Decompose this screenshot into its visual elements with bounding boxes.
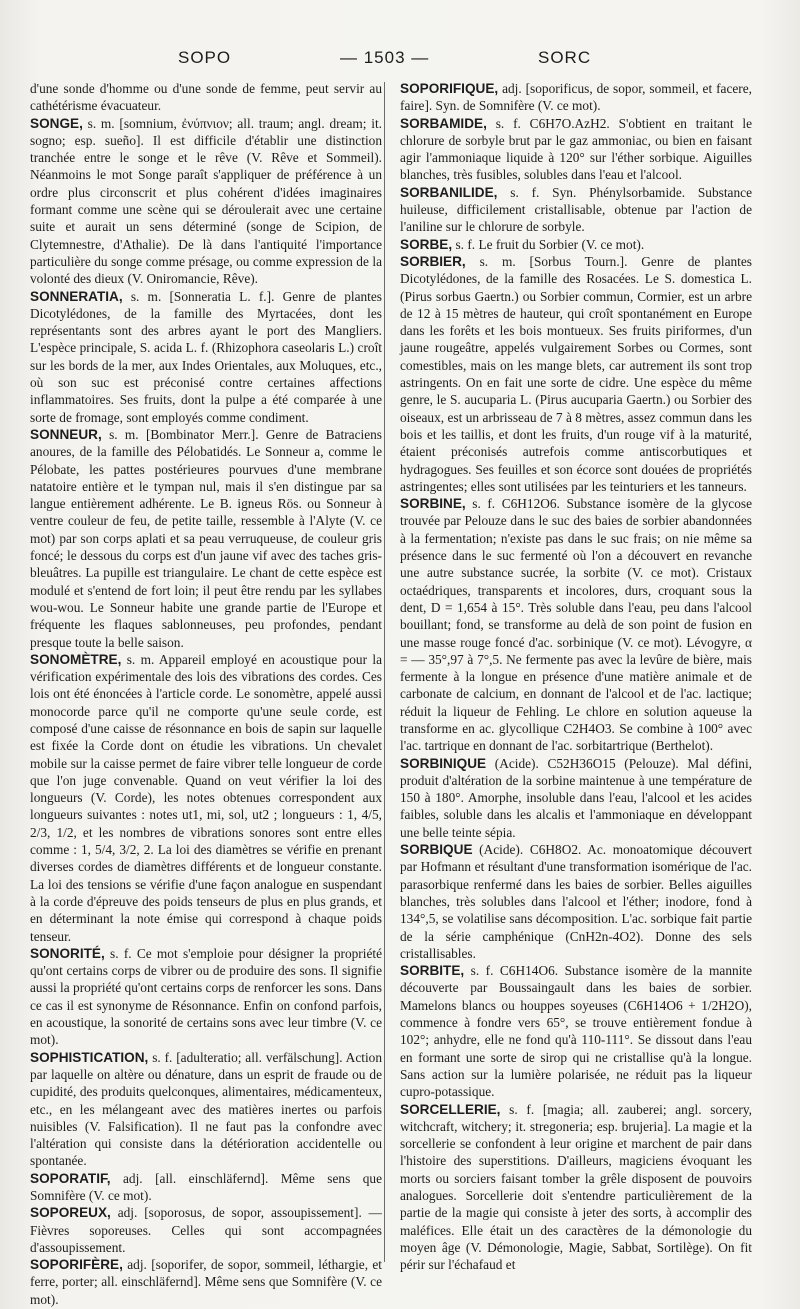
entry-text: s. m. [Sorbus Tourn.]. Genre de plantes Dicotylédones, de la famille des Rosacées. Le S. domestica L. (Pirus sorbus Gaertn.) ou Sorbier commun, Cormier, est un arbre de 12 à 15 mètres de hauteur, qui croît spontanément en Europe dans les forêts et les bois montueux. Ses fruits piriformes, d'un jaune rougeâtre, appelés vulgairement Sorbes ou Cormes, sont comestibles, mais on les mange blets, car autrement ils sont trop astringents. On en fait une sorte de cidre. Une espèce du même genre, le S. aucuparia L. (Pirus aucuparia Gaertn.) ou Sorbier des oiseaux, est un arbrisseau de 7 à 8 mètres, assez commun dans les bois et les taillis, et dont les fruits, d'un rouge vif à la maturité, étaient préconisés autrefois comme antiscorbutiques et hydragogues. Ses feuilles et son écorce sont douées de propriétés astringentes; elles sont utilisées par les teinturiers et les tanneurs.	[400, 253, 752, 494]
entry-text: s. f. Syn. Phénylsorbamide. Substance huileuse, difficilement cristallisable, obtenue par l'action de l'aniline sur le chlorure de sorbyle.	[400, 184, 752, 235]
entry-text: s. f. C6H12O6. Substance isomère de la glycose trouvée par Pelouze dans le suc des baies de sorbier abandonnées à la fermentation; n'existe pas dans le suc frais; on nie même sa présence dans le suc fermenté où l'on a découvert en revanche une autre substance sucrée, la sorbite (V. ce mot). Cristaux octaédriques, transparents et incolores, durs, croquant sous la dent, D = 1,654 à 15°. Très soluble dans l'eau, peu dans l'alcool bouillant; fond, se transforme au delà de son point de fusion en une masse rouge foncé d'ac. sorbinique (V. ce mot). Lévogyre, α = — 35°,97 à 7°,5. Ne fermente pas avec la levûre de bière, mais fermente à la longue en présence d'une matière animale et de carbonate de calcium, en donnant de l'alcool et de l'ac. lactique; réduit la liqueur de Fehling. Le chlore en solution aqueuse la transforme en ac. glycollique C2H4O3. Se combine à 100° avec l'ac. tartrique en donnant de l'ac. sorbitartrique (Berthelot).	[400, 496, 752, 754]
dictionary-entry-songe	[30, 115, 382, 288]
dictionary-entry-soporeux	[30, 1204, 382, 1256]
entry-headword: SORBIQUE	[400, 842, 473, 858]
entry-text: s. f. C6H7O.AzH2. S'obtient en traitant le chlorure de sorbyle brut par le gaz ammoniac, ou bien en faisant agir l'ammoniaque liquide à 120° sur l'éther sorbique. Aiguilles blanches, très fusibles, solubles dans l'eau et l'alcool.	[400, 115, 752, 183]
left-column	[30, 80, 382, 1307]
dictionary-entry-soporifere	[30, 1256, 382, 1308]
entry-headword: SOPHISTICATION,	[30, 1049, 149, 1065]
running-head	[0, 48, 800, 76]
entry-text: s. m. [Bombinator Merr.]. Genre de Batraciens anoures, de la famille des Pélobatidés. Le Sonneur a, comme le Pélobate, les pattes postérieures pourvues d'une membrane natatoire entière et le tympan nul, mais il s'en distingue par sa langue entièrement adhérente. Le B. igneus Rös. ou Sonneur à ventre couleur de feu, de petite taille, ressemble à l'Alyte (V. ce mot) par son corps aplati et sa peau verruqueuse, de couleur gris foncé; le dessous du corps est d'un jaune vif avec des taches gris-bleuâtres. La pupille est triangulaire. Le chant de cette espèce est modulé et s'entend de fort loin; il peut être rendu par les syllabes wou-wou. Le Sonneur habite une grande partie de l'Europe et fréquente les flaques sablonneuses, peu profondes, pendant presque toute la belle saison.	[30, 426, 382, 650]
entry-headword: SOPOREUX,	[30, 1205, 111, 1221]
entry-headword: SORCELLERIE,	[400, 1101, 501, 1117]
dictionary-entry-sonometre	[30, 651, 382, 945]
right-column	[400, 80, 752, 1280]
dictionary-entry-sorbe	[400, 236, 752, 253]
header-left-word: SOPO	[178, 48, 232, 67]
entry-headword: SORBIER,	[400, 253, 466, 269]
entry-headword: SOPORIFIQUE,	[400, 81, 499, 96]
entry-headword: SONGE,	[30, 115, 83, 131]
entry-headword: SORBANILIDE,	[400, 184, 498, 200]
header-right-word: SORC	[538, 48, 592, 67]
dictionary-entry-sorbique	[400, 841, 752, 962]
entry-headword: SONNEUR,	[30, 426, 102, 442]
dictionary-entry-sonneur	[30, 426, 382, 651]
dictionary-entry-sophistication	[30, 1049, 382, 1170]
entry-headword: SORBITE,	[400, 963, 465, 979]
entry-headword: SONNERATIA,	[30, 288, 123, 304]
entry-headword: SOPORIFÈRE,	[30, 1257, 123, 1273]
entry-headword: SOPORATIF,	[30, 1170, 111, 1186]
entry-text: s. f. [magia; all. zauberei; angl. sorcery, witchcraft, witchery; it. stregoneria; esp. brujeria]. La magie et la sorcellerie se confondent à leur origine et marchent de pair dans l'histoire des superstitions. D'ailleurs, magiciens évoquant les morts ou sorciers faisant tomber la grêle disposent de pouvoirs analogues. Sorcellerie doit s'entendre particulièrement de la partie de la magie qui consiste à jeter des sorts, à accomplir des maléfices. Elle était un des caractères de la démonologie du moyen âge (V. Démonologie, Magie, Sabbat, Sortilège). On fit périr sur l'échafaud et	[400, 1101, 752, 1273]
entry-text: adj. [soporifer, de sopor, sommeil, léthargie, et ferre, porter; all. einschläfernd]. Même sens que Somnifère (V. ce mot).	[30, 1257, 382, 1307]
dictionary-entry-sorbanilide	[400, 184, 752, 236]
entry-headword: SONOMÈTRE,	[30, 651, 122, 667]
entry-text: adj. [soporificus, de sopor, sommeil, et facere, faire]. Syn. de Somnifère (V. ce mot).	[400, 81, 752, 114]
entry-text: s. f. Ce mot s'emploie pour désigner la propriété qu'ont certains corps de vibrer ou de produire des sons. Il signifie aussi la propriété qu'ont certains corps de renforcer les sons. Dans ce cas il est synonyme de Résonnance. Enfin on confond parfois, en acoustique, la sonorité de certains sons avec leur timbre (V. ce mot).	[30, 945, 382, 1048]
entry-text: s. f. [adulteratio; all. verfälschung]. Action par laquelle on altère ou dénature, dans un esprit de fraude ou de cupidité, des produits quelconques, alimentaires, médicamenteux, etc., en les mélangeant avec des matières inertes ou parfois nuisibles (V. Falsification). Il ne faut pas la confondre avec l'altération qui consiste dans la détérioration accidentelle ou spontanée.	[30, 1049, 382, 1169]
entry-text: s. f. Le fruit du Sorbier (V. ce mot).	[452, 236, 645, 252]
dictionary-entry-soporatif	[30, 1170, 382, 1205]
entry-headword: SONORITÉ,	[30, 945, 105, 961]
entry-text: (Acide). C6H8O2. Ac. monoatomique découvert par Hofmann et résultant d'une transformation isomérique de l'ac. parasorbique renfermé dans les baies de sorbier. Belles aiguilles blanches, très solubles dans l'alcool et l'éther; inodore, fond à 134°,5, se volatilise sans décomposition. L'ac. sorbique fait partie de la série camphénique (CnH2n-4O2). Donne des sels cristallisables.	[400, 842, 752, 961]
entry-headword: SORBE,	[400, 236, 453, 252]
column-divider	[384, 82, 385, 1262]
dictionary-entry-sonneratia	[30, 288, 382, 426]
entry-text: (Acide). C52H36O15 (Pelouze). Mal défini, produit d'altération de la sorbine maintenue à une température de 150 à 180°. Amorphe, insoluble dans l'eau, l'alcool et les acides faibles, soluble dans les alcalis et l'ammoniaque en développant une belle teinte sépia.	[400, 755, 752, 840]
dictionary-entry-sorbite	[400, 962, 752, 1100]
entry-text: s. m. [somnium, ἐνύπνιον; all. traum; angl. dream; it. sogno; esp. sueño]. Il est difficile d'établir une distinction tranchée entre le songe et le rêve (V. Rêve et Sommeil). Néanmoins le mot Songe paraît s'appliquer de préférence à un ordre plus circonscrit et plus cohérent d'idées imaginaires formant comme une scène qui se déroulerait avec une certaine suite et aurait un sens déterminé (songe de Scipion, de Clytemnestre, d'Athalie). De là dans l'antiquité l'importance particulière du songe comme présage, ou comme expression de la volonté des dieux (V. Oniromancie, Rêve).	[30, 115, 382, 287]
entry-text: adj. [all. einschläfernd]. Même sens que Somnifère (V. ce mot).	[30, 1170, 382, 1203]
entry-text: adj. [soporosus, de sopor, assoupissement]. — Fièvres soporeuses. Celles qui sont accompagnées d'assoupissement.	[30, 1205, 382, 1255]
dictionary-entry-sorbinique	[400, 755, 752, 841]
entry-text: s. m. Appareil employé en acoustique pour la vérification expérimentale des lois des vibrations des cordes. Ces lois ont été énoncées à l'article corde. Le sonomètre, appelé aussi monocorde parce qu'il ne comporte qu'une seule corde, est composé d'une caisse de résonnance en bois de sapin sur laquelle est fixée la Corde dont on étudie les vibrations. Un chevalet mobile sur la caisse permet de faire vibrer telle longueur de corde que l'on juge convenable. Quand on veut vérifier la loi des longueurs (V. Corde), les notes obtenues correspondent aux longueurs suivantes : notes ut1, mi, sol, ut2 ; longueurs : 1, 4/5, 2/3, 1/2, et les nombres de vibrations sonores sont entre elles comme : 1, 5/4, 3/2, 2. La loi des diamètres se vérifie en prenant diverses cordes de diamètres différents et de longueur constante. La loi des tensions se vérifie d'une façon analogue en suspendant à la corde d'épreuve des poids tenseurs de plus en plus grands, et en déterminant la note émise qui correspond à chaque poids tenseur.	[30, 651, 382, 944]
dictionary-entry	[30, 80, 382, 115]
dictionary-entry-sorbamide	[400, 115, 752, 184]
entry-headword: SORBAMIDE,	[400, 115, 487, 131]
dictionary-entry-sorbine	[400, 495, 752, 754]
entry-text: d'une sonde d'homme ou d'une sonde de femme, peut servir au cathétérisme évacuateur.	[30, 81, 382, 114]
dictionary-entry-sonorite	[30, 945, 382, 1049]
entry-headword: SORBINE,	[400, 496, 466, 512]
dictionary-entry-sorcellerie	[400, 1101, 752, 1274]
dictionary-entry-soporifique	[400, 80, 752, 115]
dictionary-entry-sorbier	[400, 253, 752, 495]
entry-text: s. m. [Sonneratia L. f.]. Genre de plantes Dicotylédones, de la famille des Myrtacées, dont les représentants sont des arbres ayant le port des Mangliers. L'espèce principale, S. acida L. f. (Rhizophora caseolaris L.) croît sur les bords de la mer, aux Indes Orientales, aux Moluques, etc., où son suc est préconisé contre certaines affections inflammatoires. Ses fruits, dont la pulpe a été comparée à une sorte de fromage, sont employés comme condiment.	[30, 288, 382, 425]
page-number: — 1503 —	[340, 48, 430, 67]
entry-headword: SORBINIQUE	[400, 755, 487, 771]
entry-text: s. f. C6H14O6. Substance isomère de la mannite découverte par Boussaingault dans les baies de sorbier. Mamelons blancs ou houppes soyeuses (C6H14O6 + 1/2H2O), commence à fondre vers 65°, se trouve entièrement fondue à 102°; anhydre, elle ne fond qu'à 110-111°. Se dissout dans l'eau en formant une sorte de sirop qui ne cristallise qu'à la longue. Sans action sur la lumière polarisée, ne réduit pas la liqueur cupro-potassique.	[400, 963, 752, 1100]
